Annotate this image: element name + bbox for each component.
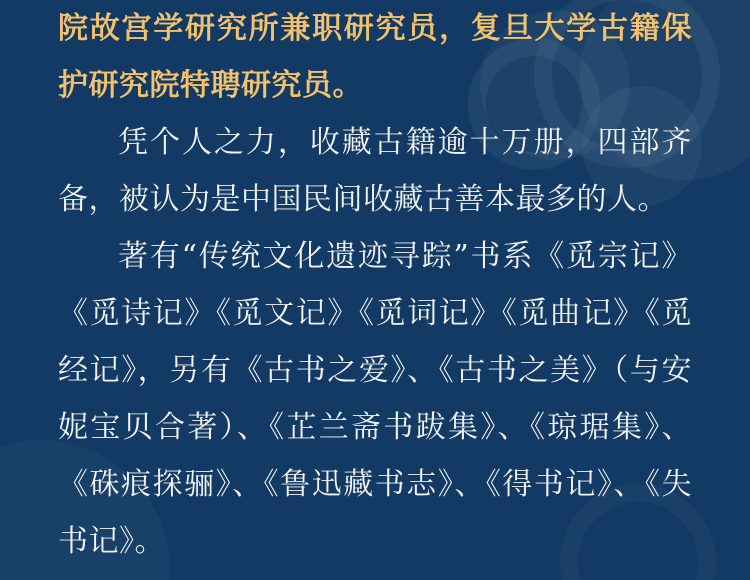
bio-title-paragraph: 院故宫学研究所兼职研究员，复旦大学古籍保护研究院特聘研究员。 — [58, 11, 692, 103]
works-paragraph: 著有“传统文化遗迹寻踪”书系《觅宗记》《觅诗记》《觅文记》《觅词记》《觅曲记》《觅经记》，另有《古书之爱》、《古书之美》（与安妮宝贝合著）、《芷兰斋书跋集》、《琼琚集》、《硃痕探骊》、《鲁迅藏书志》、《得书记》、《失书记》。 — [58, 239, 692, 559]
collection-paragraph: 凭个人之力，收藏古籍逾十万册，四部齐备，被认为是中国民间收藏古善本最多的人。 — [58, 125, 692, 217]
